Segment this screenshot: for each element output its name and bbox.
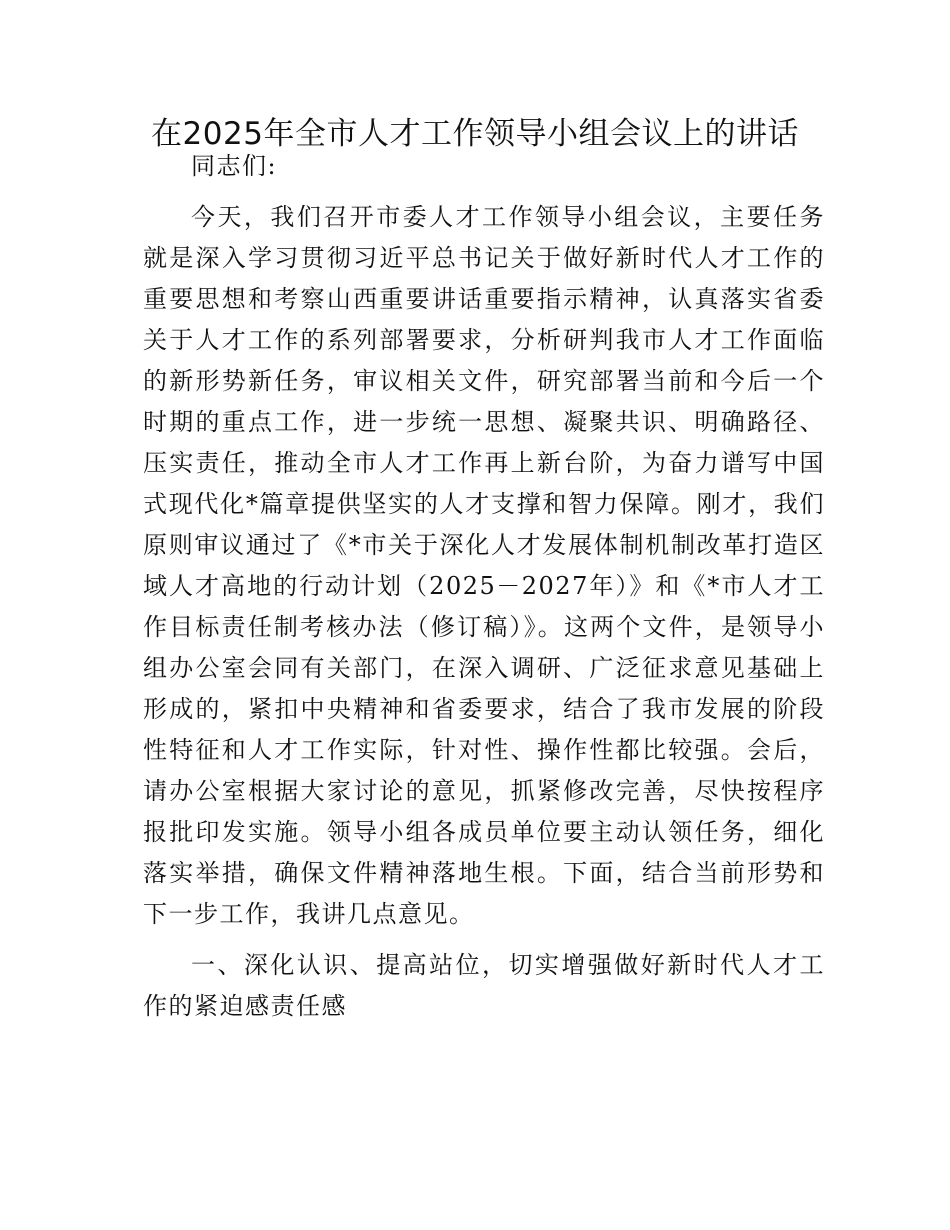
document-title: 在2025年全市人才工作领导小组会议上的讲话 (151, 116, 799, 152)
section-heading: 一、深化认识、提高站位，切实增强做好新时代人才工作的紧迫感责任感 (143, 951, 825, 1020)
document-body (143, 146, 825, 1027)
body-paragraph: 今天，我们召开市委人才工作领导小组会议，主要任务就是深入学习贯彻习近平总书记关于做好新时代人才工作的重要思想和考察山西重要讲话重要指示精神，认真落实省委关于人才工作的系列部署要求，分析研判我市人才工作面临的新形势新任务，审议相关文件，研究部署当前和今后一个时期的重点工作，进一步统一思想、凝聚共识、明确路径、压实责任，推动全市人才工作再上新台阶，为奋力谱写中国式现代化*篇章提供坚实的人才支撑和智力保障。刚才，我们原则审议通过了《*市关于深化人才发展体制机制改革打造区域人才高地的行动计划（2025－2027年）》和《*市人才工作目标责任制考核办法（修订稿）》。这两个文件，是领导小组办公室会同有关部门，在深入调研、广泛征求意见基础上形成的，紧扣中央精神和省委要求，结合了我市发展的阶段性特征和人才工作实际，针对性、操作性都比较强。会后，请办公室根据大家讨论的意见，抓紧修改完善，尽快按程序报批印发实施。领导小组各成员单位要主动认领任务，细化落实举措，确保文件精神落地生根。下面，结合当前形势和下一步工作，我讲几点意见。 (143, 203, 825, 928)
salutation: 同志们: (191, 152, 278, 180)
